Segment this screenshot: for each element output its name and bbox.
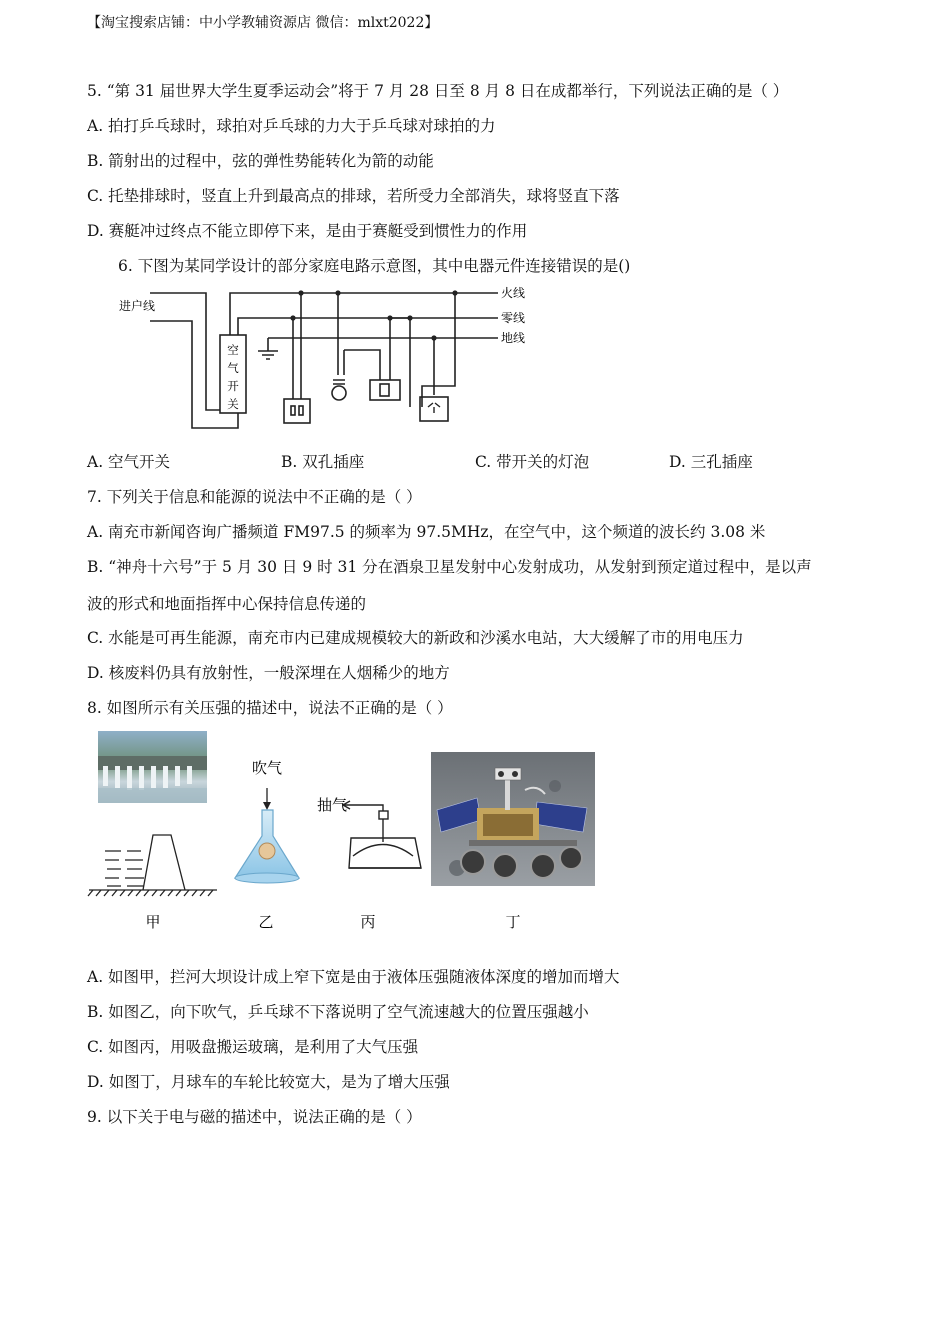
pump-label: 抽气 [316, 796, 348, 814]
q7-stem: 7. 下列关于信息和能源的说法中不正确的是（ ） [87, 488, 422, 506]
dam-sketch [88, 835, 217, 896]
q5-option-b: B. 箭射出的过程中，弦的弹性势能转化为箭的动能 [87, 152, 434, 170]
dam-photo [98, 731, 207, 803]
q7-option-c: C. 水能是可再生能源，南充市内已建成规模较大的新政和沙溪水电站，大大缓解了市的用电压力 [87, 629, 744, 647]
breaker-label-4: 关 [227, 397, 239, 411]
q5-option-a: A. 拍打乒乓球时，球拍对乒乓球的力大于乒乓球对球拍的力 [87, 117, 496, 135]
breaker-label-1: 空 [227, 343, 239, 357]
q5-option-d: D. 赛艇冲过终点不能立即停下来，是由于赛艇受到惯性力的作用 [87, 222, 528, 240]
neutral-wire-label: 零线 [501, 311, 526, 325]
incoming-line-label: 进户线 [119, 299, 156, 313]
q8-option-d: D. 如图丁，月球车的车轮比较宽大，是为了增大压强 [87, 1073, 450, 1091]
ground-wire-label: 地线 [501, 331, 526, 345]
q6-stem: 6. 下图为某同学设计的部分家庭电路示意图，其中电器元件连接错误的是() [118, 257, 631, 275]
q8-option-a: A. 如图甲，拦河大坝设计成上窄下宽是由于液体压强随液体深度的增加而增大 [87, 968, 620, 986]
circuit-diagram [110, 283, 550, 443]
q7-option-d: D. 核废料仍具有放射性，一般深埋在人烟稀少的地方 [87, 664, 450, 682]
q6-option-b: B. 双孔插座 [281, 453, 365, 471]
funnel-ball-figure [235, 788, 299, 883]
breaker-label-2: 气 [227, 361, 239, 375]
figure-ding-label: 丁 [505, 913, 521, 931]
q5-stem: 5. “第 31 届世界大学生夏季运动会”将于 7 月 28 日至 8 月 8 日在成都举行，下列说法正确的是（ ） [87, 82, 789, 100]
q6-option-a: A. 空气开关 [87, 453, 171, 471]
lunar-rover-photo [431, 752, 595, 886]
q7-option-b-line1: B. “神舟十六号”于 5 月 30 日 9 时 31 分在酒泉卫星发射中心发射成功，从发射到预定道过程中，是以声 [87, 558, 812, 576]
live-wire-label: 火线 [501, 286, 526, 300]
q7-option-b-line2: 波的形式和地面指挥中心保持信息传递的 [87, 595, 367, 613]
pressure-figures [85, 728, 605, 938]
breaker-label-3: 开 [227, 379, 239, 393]
header-banner: 【淘宝搜索店铺：中小学教辅资源店 微信：mlxt2022】 [87, 15, 439, 31]
figure-bing-label: 丙 [360, 913, 376, 931]
q8-option-c: C. 如图丙，用吸盘搬运玻璃，是利用了大气压强 [87, 1038, 419, 1056]
q5-option-c: C. 托垫排球时，竖直上升到最高点的排球，若所受力全部消失，球将竖直下落 [87, 187, 620, 205]
blow-label: 吹气 [251, 759, 283, 777]
q8-option-b: B. 如图乙，向下吹气，乒乓球不下落说明了空气流速越大的位置压强越小 [87, 1003, 589, 1021]
q6-option-c: C. 带开关的灯泡 [475, 453, 590, 471]
figure-yi-label: 乙 [258, 913, 274, 931]
q7-option-a: A. 南充市新闻咨询广播频道 FM97.5 的频率为 97.5MHz，在空气中，这个频道的波长约 3.08 米 [87, 523, 766, 541]
q6-option-d: D. 三孔插座 [669, 453, 753, 471]
q8-stem: 8. 如图所示有关压强的描述中，说法不正确的是（ ） [87, 699, 453, 717]
q9-stem: 9. 以下关于电与磁的描述中，说法正确的是（ ） [87, 1108, 422, 1126]
suction-cup-figure [343, 801, 421, 868]
figure-jia-label: 甲 [145, 913, 161, 931]
